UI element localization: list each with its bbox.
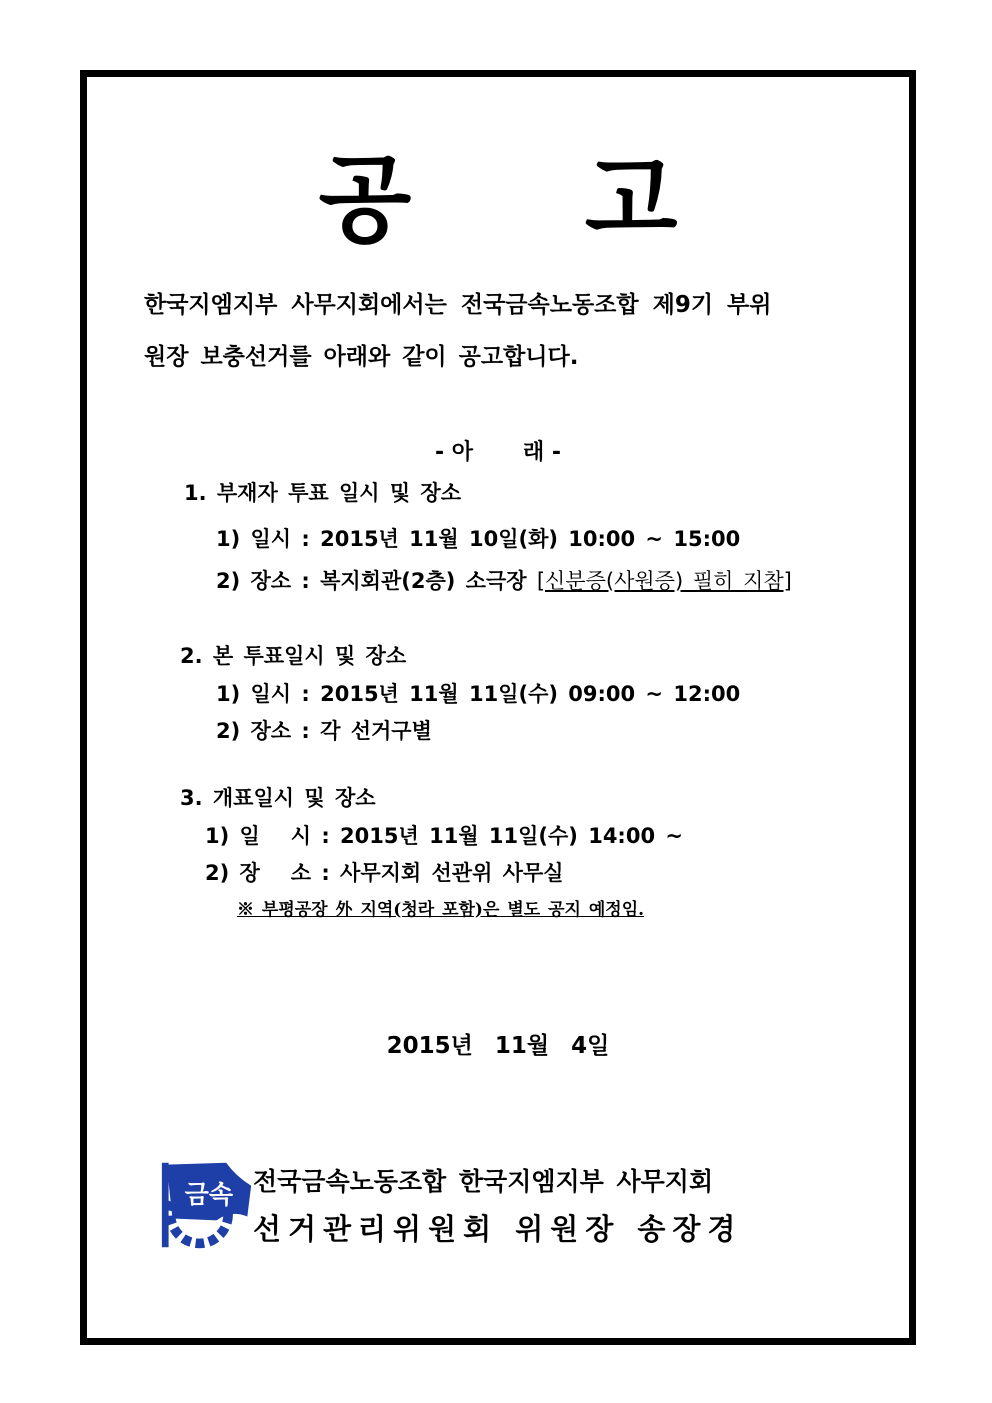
intro-line-1: 한국지엠지부 사무지회에서는 전국금속노동조합 제9기 부위 [144, 292, 772, 318]
section-1-item-2-note: [신분증(사원증) 필히 지참] [536, 569, 792, 593]
section-2-item-1: 1) 일시 : 2015년 11월 11일(수) 09:00 ~ 12:00 [216, 682, 741, 706]
intro-line-2: 원장 보충선거를 아래와 같이 공고합니다. [144, 344, 579, 370]
separator-heading [87, 435, 909, 466]
section-2-heading: 2. 본 투표일시 및 장소 [180, 644, 407, 668]
union-flag-gear-icon [159, 1157, 255, 1253]
notice-title: 공 고 [318, 144, 748, 256]
separator-left: - 아 [434, 440, 473, 465]
notice-frame [80, 70, 916, 1345]
notice-date: 2015년 11월 4일 [386, 1033, 610, 1059]
section-1-item-2-text: 2) 장소 : 복지회관(2층) 소극장 [216, 569, 537, 593]
section-3-item-1: 1) 일 시 : 2015년 11월 11일(수) 14:00 ~ [205, 824, 683, 848]
section-1-item-2 [216, 567, 792, 595]
section-2-item-2: 2) 장소 : 각 선거구별 [216, 719, 432, 743]
section-1-heading: 1. 부재자 투표 일시 및 장소 [184, 481, 462, 505]
section-3-note: ※ 부평공장 外 지역(청라 포함)은 별도 공지 예정임. [237, 900, 645, 920]
section-3-heading: 3. 개표일시 및 장소 [180, 786, 376, 810]
separator-right: 래 - [523, 440, 562, 465]
section-3-item-2: 2) 장 소 : 사무지회 선관위 사무실 [205, 861, 564, 885]
organization-line: 전국금속노동조합 한국지엠지부 사무지회 [253, 1167, 714, 1196]
section-1-item-1: 1) 일시 : 2015년 11월 10일(화) 10:00 ~ 15:00 [216, 527, 741, 551]
committee-chair-line: 선거관리위원회 위원장 송장경 [253, 1212, 743, 1246]
logo-text: 금속 [184, 1180, 234, 1210]
